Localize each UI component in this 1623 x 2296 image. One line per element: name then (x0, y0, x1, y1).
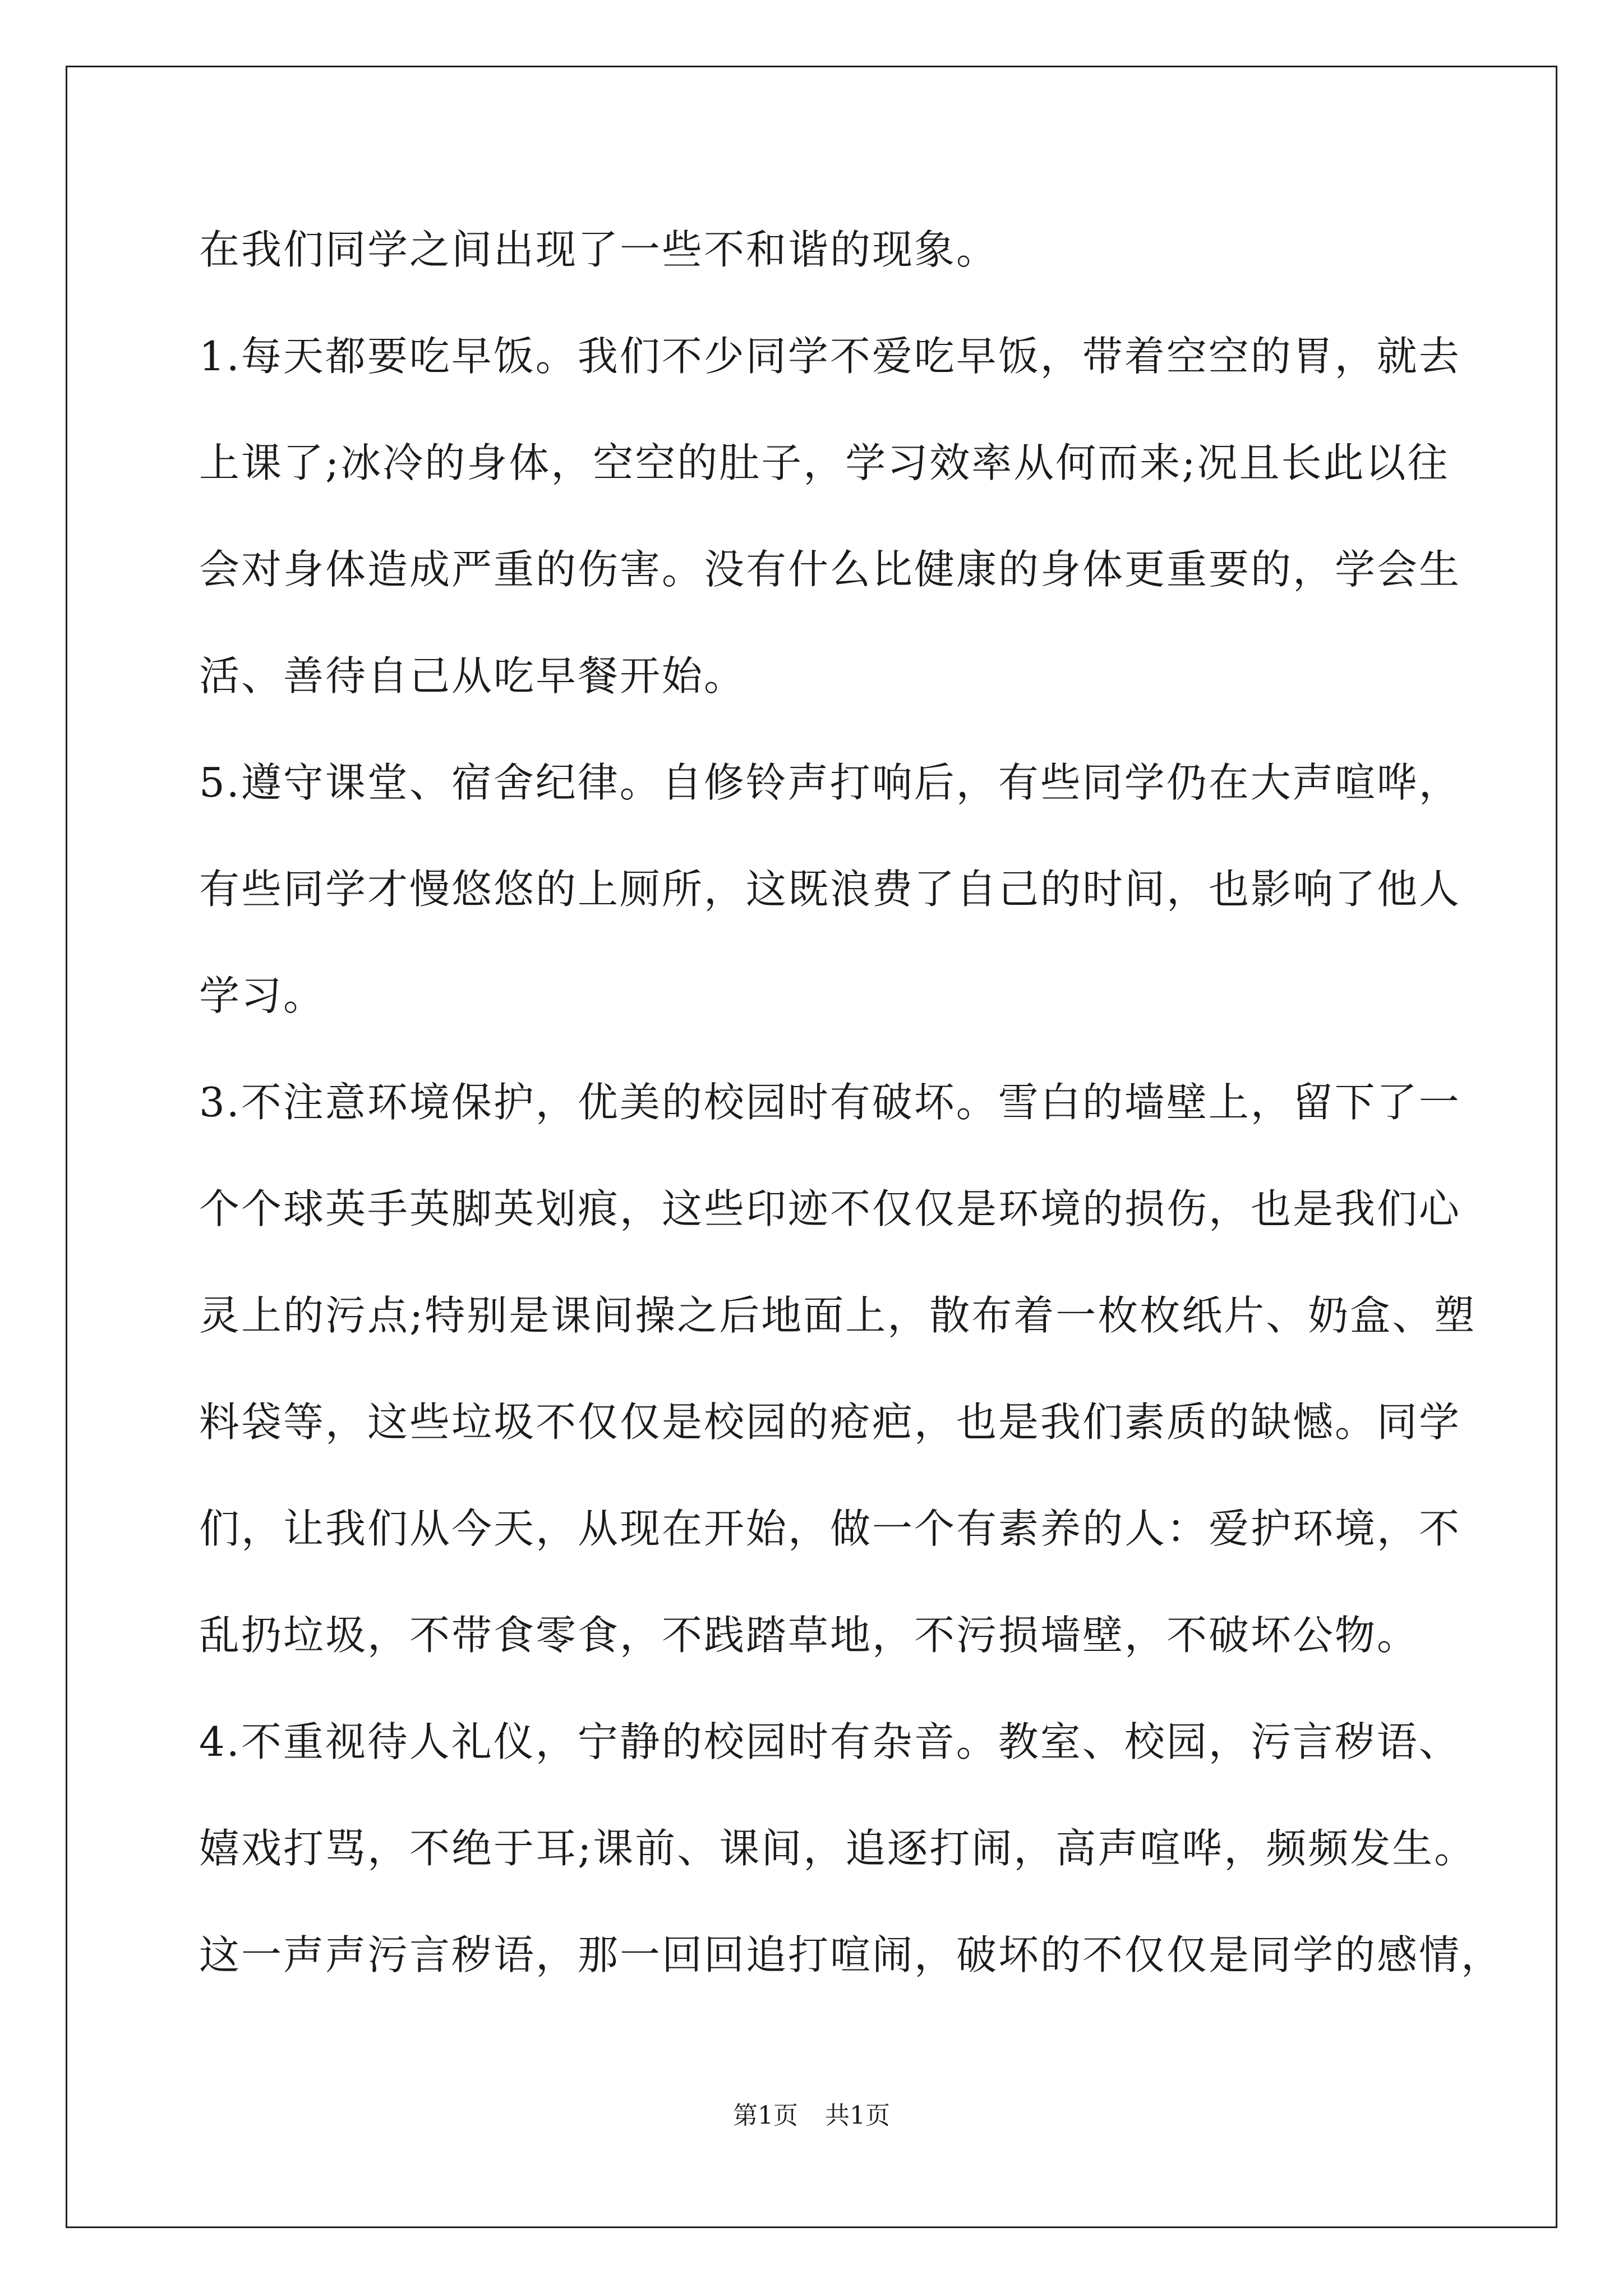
document-body (199, 222, 1504, 2033)
text-line: 料袋等，这些垃圾不仅仅是校园的疮疤，也是我们素质的缺憾。同学 (199, 1398, 1461, 1446)
text-line: 嬉戏打骂，不绝于耳;课前、课间，追逐打闹，高声喧哗，频频发生。 (199, 1825, 1477, 1872)
text-line: 4.不重视待人礼仪，宁静的校园时有杂音。教室、校园，污言秽语、 (199, 1718, 1461, 1765)
text-line: 活、善待自己从吃早餐开始。 (199, 652, 746, 700)
text-line: 灵上的污点;特别是课间操之后地面上，散布着一枚枚纸片、奶盒、塑 (199, 1292, 1477, 1339)
text-line: 上课了;冰冷的身体，空空的肚子，学习效率从何而来;况且长此以往 (199, 439, 1450, 486)
text-line: 1.每天都要吃早饭。我们不少同学不爱吃早饭，带着空空的胃，就去 (199, 333, 1461, 380)
text-line: 学习。 (199, 972, 326, 1019)
text-line: 5.遵守课堂、宿舍纪律。自修铃声打响后，有些同学仍在大声喧哗， (199, 759, 1461, 806)
text-line: 个个球英手英脚英划痕，这些印迹不仅仅是环境的损伤，也是我们心 (199, 1185, 1461, 1232)
text-line: 3.不注意环境保护，优美的校园时有破坏。雪白的墙壁上，留下了一 (199, 1079, 1461, 1126)
text-line: 会对身体造成严重的伤害。没有什么比健康的身体更重要的，学会生 (199, 546, 1461, 593)
text-line: 们，让我们从今天，从现在开始，做一个有素养的人：爱护环境，不 (199, 1505, 1461, 1552)
text-line: 乱扔垃圾，不带食零食，不践踏草地，不污损墙壁，不破坏公物。 (199, 1612, 1419, 1659)
text-line: 在我们同学之间出现了一些不和谐的现象。 (199, 226, 999, 273)
page-footer (0, 2099, 1623, 2133)
text-line: 有些同学才慢悠悠的上厕所，这既浪费了自己的时间，也影响了他人 (199, 866, 1461, 913)
page-number-current: 第1页 (733, 2101, 798, 2130)
text-line: 这一声声污言秽语，那一回回追打喧闹，破坏的不仅仅是同学的感情， (199, 1931, 1504, 1978)
page-number-total: 共1页 (825, 2101, 890, 2130)
